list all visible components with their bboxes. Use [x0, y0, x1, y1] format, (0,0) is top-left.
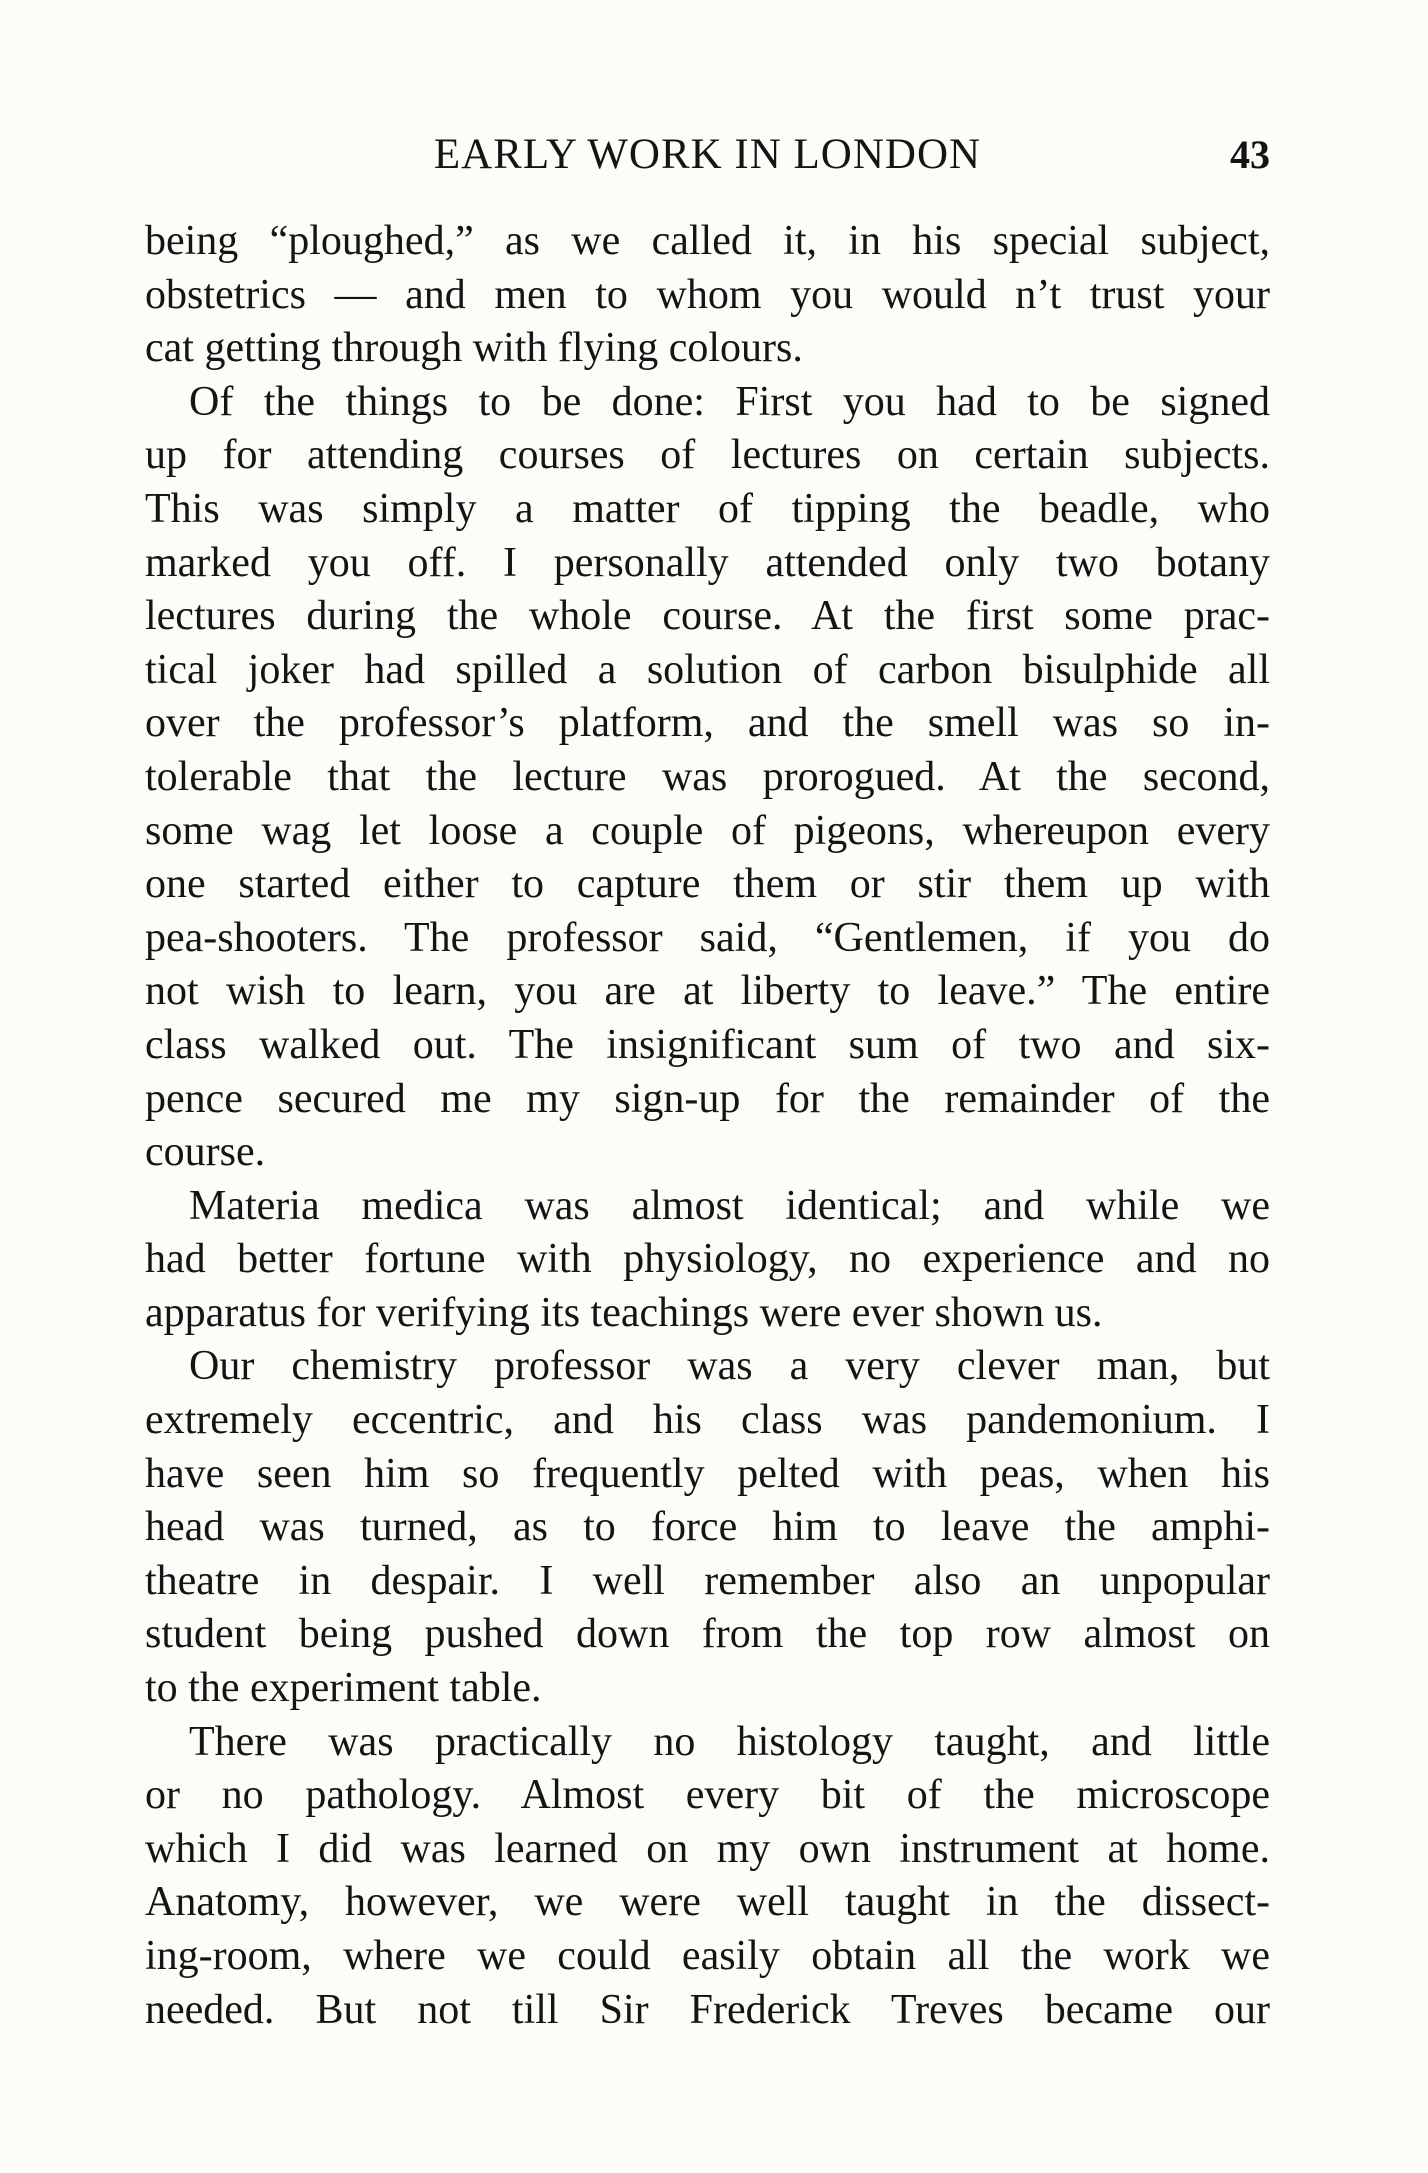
text-line: which I did was learned on my own instrument at home.	[145, 1825, 1270, 1872]
text-line: Materia medica was almost identical; and while we	[189, 1182, 1270, 1229]
text-line: lectures during the whole course. At the first some prac-	[145, 593, 1270, 640]
text-line: pence secured me my sign-up for the remainder of the	[145, 1075, 1270, 1122]
text-line: have seen him so frequently pelted with peas, when his	[145, 1450, 1270, 1497]
text-line: had better fortune with physiology, no experience and no	[145, 1236, 1270, 1283]
text-line: course.	[145, 1129, 266, 1176]
text-line: extremely eccentric, and his class was pandemonium. I	[145, 1397, 1270, 1444]
text-line: theatre in despair. I well remember also an unpopular	[145, 1557, 1270, 1604]
text-line: There was practically no histology taught, and little	[189, 1718, 1270, 1765]
page-header	[145, 130, 1270, 180]
running-title: EARLY WORK IN LONDON	[433, 131, 982, 178]
text-line: ing-room, where we could easily obtain all the work we	[145, 1933, 1270, 1979]
text-line: head was turned, as to force him to leave the amphi-	[145, 1504, 1270, 1551]
text-line: pea-shooters. The professor said, “Gentlemen, if you do	[145, 914, 1270, 961]
text-line: class walked out. The insignificant sum of two and six-	[145, 1021, 1270, 1068]
text-line: being “ploughed,” as we called it, in his special subject,	[145, 218, 1270, 264]
text-line: some wag let loose a couple of pigeons, whereupon every	[145, 807, 1270, 854]
text-line: cat getting through with flying colours.	[145, 325, 803, 372]
text-line: student being pushed down from the top row almost on	[145, 1611, 1270, 1658]
text-line: This was simply a matter of tipping the beadle, who	[145, 485, 1270, 532]
page-number: 43	[1230, 132, 1270, 177]
text-line: Anatomy, however, we were well taught in the dissect-	[145, 1879, 1270, 1926]
text-line: Our chemistry professor was a very clever man, but	[189, 1343, 1270, 1390]
text-line: tical joker had spilled a solution of carbon bisulphide all	[145, 646, 1270, 693]
text-line: one started either to capture them or stir them up with	[145, 861, 1270, 908]
text-line: marked you off. I personally attended only two botany	[145, 539, 1270, 586]
text-line: over the professor’s platform, and the smell was so in-	[145, 700, 1270, 747]
text-line: up for attending courses of lectures on certain subjects.	[145, 432, 1270, 479]
text-line: obstetrics — and men to whom you would n’t trust your	[145, 271, 1270, 318]
text-line: to the experiment table.	[145, 1665, 542, 1712]
text-line: not wish to learn, you are at liberty to leave.” The entire	[145, 968, 1270, 1015]
text-line: apparatus for verifying its teachings were ever shown us.	[145, 1289, 1103, 1336]
text-line: or no pathology. Almost every bit of the microscope	[145, 1772, 1270, 1819]
text-line: tolerable that the lecture was prorogued. At the second,	[145, 753, 1270, 800]
body-text	[145, 215, 1270, 2037]
text-line: Of the things to be done: First you had to be signed	[189, 378, 1270, 425]
text-line: needed. But not till Sir Frederick Treves became our	[145, 1986, 1270, 2033]
